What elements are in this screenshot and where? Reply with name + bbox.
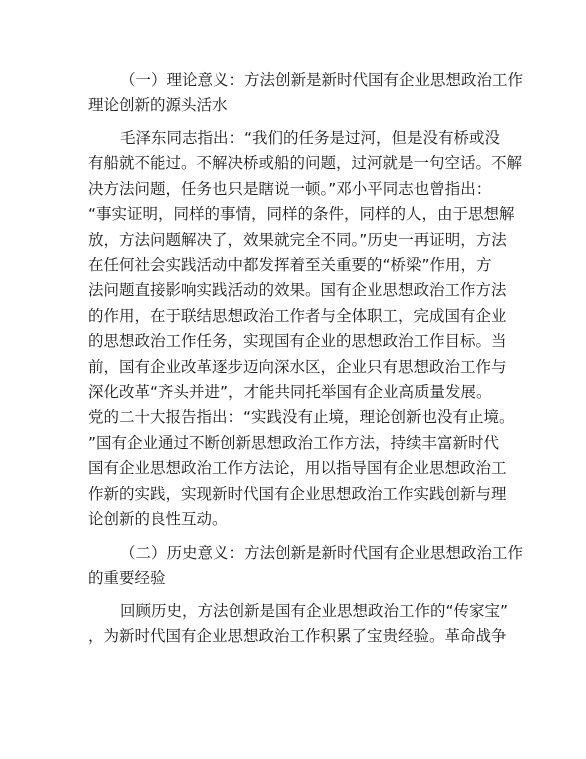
paragraph-line: 决方法问题，任务也只是瞎说一顿。”邓小平同志也曾指出： [88,179,492,198]
section-2-paragraph [88,599,508,650]
paragraph-line: 在任何社会实践活动中都发挥着至关重要的“桥梁”作用，方 [88,256,492,275]
paragraph-line: 的作用，在于联结思想政治工作者与全体职工，完成国有企业 [88,306,507,325]
paragraph-line: 深化改革“齐头并进”，才能共同托举国有企业高质量发展。 [88,383,492,402]
paragraph-line: 回顾历史，方法创新是国有企业思想政治工作的“传家宝” [120,601,509,620]
heading-line: 理论创新的源头活水 [88,96,228,114]
paragraph-line: “事实证明，同样的事情，同样的条件，同样的人，由于思想解 [88,205,515,224]
paragraph-line: 有船就不能过。不解决桥或船的问题，过河就是一句空话。不解 [88,154,523,173]
section-1-paragraph [88,126,523,533]
heading-line: （二）历史意义：方法创新是新时代国有企业思想政治工作 [120,543,524,562]
paragraph-line: 的思想政治工作任务，实现国有企业的思想政治工作目标。当 [88,332,507,351]
document-body [88,68,524,657]
heading-line: （一）理论意义：方法创新是新时代国有企业思想政治工作 [120,71,524,89]
paragraph-line: 作新的实践，实现新时代国有企业思想政治工作实践创新与理 [88,484,507,503]
paragraph-line: ”国有企业通过不断创新思想政治工作方法，持续丰富新时代 [88,433,500,452]
section-1-heading [88,68,524,118]
paragraph-line: 毛泽东同志指出：“我们的任务是过河，但是没有桥或没 [120,129,501,147]
paragraph-line: 党的二十大报告指出：“实践没有止境，理论创新也没有止境。 [88,408,515,427]
paragraph-line: 放，方法问题解决了，效果就完全不同。”历史一再证明，方法 [88,230,507,249]
paragraph-line: ，为新时代国有企业思想政治工作积累了宝贵经验。革命战争 [88,626,507,645]
paragraph-line: 前，国有企业改革逐步迈向深水区，企业只有思想政治工作与 [88,357,507,376]
section-2-heading [88,541,524,591]
paragraph-line: 法问题直接影响实践活动的效果。国有企业思想政治工作方法 [88,281,507,300]
paragraph-line: 论创新的良性互动。 [88,510,228,529]
paragraph-line: 国有企业思想政治工作方法论，用以指导国有企业思想政治工 [88,459,507,478]
heading-line: 的重要经验 [88,568,166,587]
